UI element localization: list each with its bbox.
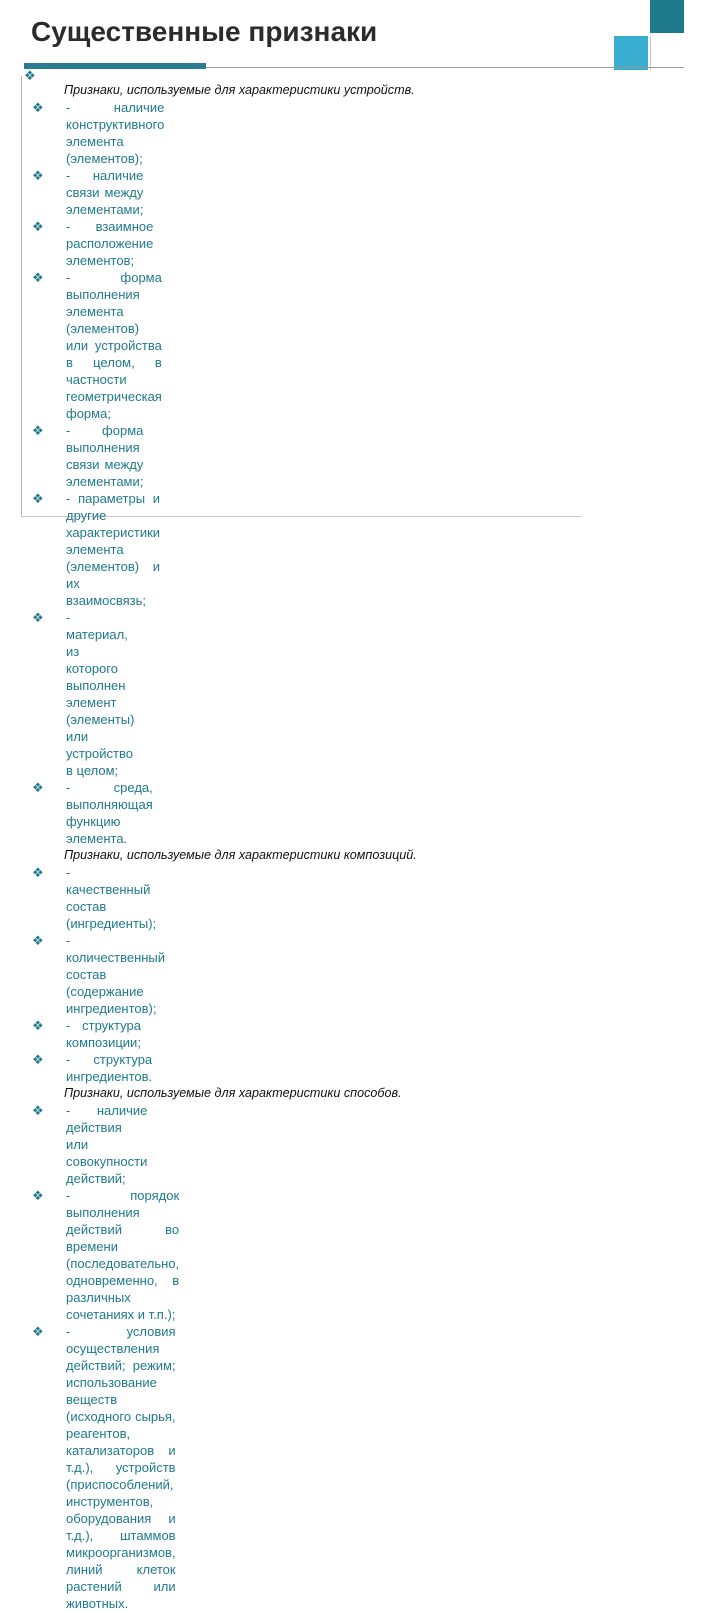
decor-square-outline — [650, 36, 685, 70]
list-item — [24, 269, 162, 422]
section-heading — [24, 847, 686, 864]
diamond-bullet-icon: ❖ — [32, 168, 44, 183]
list-item — [24, 1017, 141, 1051]
list-item-text: - наличие действия или совокупности действий; — [66, 1103, 148, 1186]
diamond-bullet-icon: ❖ — [32, 423, 44, 438]
list-item-text: - взаимное расположение элементов; — [66, 219, 154, 268]
section-heading — [24, 1085, 686, 1102]
title-underline-accent — [24, 63, 206, 69]
diamond-bullet-icon: ❖ — [32, 1052, 44, 1067]
diamond-bullet-icon: ❖ — [32, 1188, 44, 1203]
diamond-bullet-icon: ❖ — [32, 933, 44, 948]
decor-square-dark — [650, 0, 684, 33]
decor-square-light — [614, 36, 648, 70]
diamond-bullet-icon: ❖ — [32, 270, 44, 285]
diamond-bullet-icon: ❖ — [24, 68, 36, 83]
list-item-text: - среда, выполняющая функцию элемента. — [66, 780, 153, 846]
list-item-text: - параметры и другие характеристики элемента (элементов) и их взаимосвязь; — [66, 491, 161, 608]
list-item-text: - качественный состав (ингредиенты); — [66, 865, 157, 931]
list-item — [24, 609, 135, 779]
list-item — [24, 932, 166, 1017]
title-underline — [206, 67, 684, 68]
list-item-text: - структура композиции; — [66, 1018, 141, 1050]
section-heading-text: Признаки, используемые для характеристики устройств. — [64, 83, 415, 97]
list-item-text: - форма выполнения элемента (элементов) или устройства в целом, в частности геометрическая форма; — [66, 270, 162, 421]
page-title: Существенные признаки — [31, 16, 378, 47]
list-item — [24, 422, 144, 490]
list-item-text: - наличие связи между элементами; — [66, 168, 144, 217]
diamond-bullet-icon: ❖ — [32, 865, 44, 880]
list-item — [24, 99, 165, 167]
diamond-bullet-icon: ❖ — [32, 1103, 44, 1118]
list-item-text: - структура ингредиентов. — [66, 1052, 153, 1084]
list-item-text: - количественный состав (содержание ингредиентов); — [66, 933, 166, 1016]
diamond-bullet-icon: ❖ — [32, 1324, 44, 1339]
diamond-bullet-icon: ❖ — [32, 100, 44, 115]
list-item — [24, 218, 154, 269]
section-heading-text: Признаки, используемые для характеристики композиций. — [64, 848, 417, 862]
left-border-line — [21, 76, 22, 516]
list-item — [24, 1102, 148, 1187]
list-item-text: - порядок выполнения действий во времени (последовательно, одновременно, в различных сочетаниях и т.п.); — [66, 1188, 180, 1322]
list-item — [24, 1187, 180, 1323]
list-item — [24, 779, 153, 847]
content-list — [24, 82, 686, 1612]
diamond-bullet-icon: ❖ — [32, 610, 44, 625]
list-item-text: - материал, из которого выполнен элемент (элементы) или устройство в целом; — [66, 610, 135, 778]
list-item-text: - форма выполнения связи между элементами; — [66, 423, 144, 489]
section-heading-text: Признаки, используемые для характеристики способов. — [64, 1086, 402, 1100]
list-item — [24, 864, 157, 932]
list-item — [24, 490, 161, 609]
diamond-bullet-icon: ❖ — [32, 491, 44, 506]
list-item-text: - условия осуществления действий; режим; использование веществ (исходного сырья, реагентов, катализаторов и т.д.), устройств (приспособлений, инструментов, оборудования и т.д.), штаммов микроорганизмов, линий клеток растений или животных. — [66, 1324, 176, 1611]
section-heading — [24, 82, 686, 99]
diamond-bullet-icon: ❖ — [32, 1018, 44, 1033]
list-item — [24, 1051, 153, 1085]
list-item-text: - наличие конструктивного элемента (элементов); — [66, 100, 165, 166]
diamond-bullet-icon: ❖ — [32, 219, 44, 234]
list-item — [24, 1323, 176, 1612]
list-item — [24, 167, 144, 218]
diamond-bullet-icon: ❖ — [32, 780, 44, 795]
